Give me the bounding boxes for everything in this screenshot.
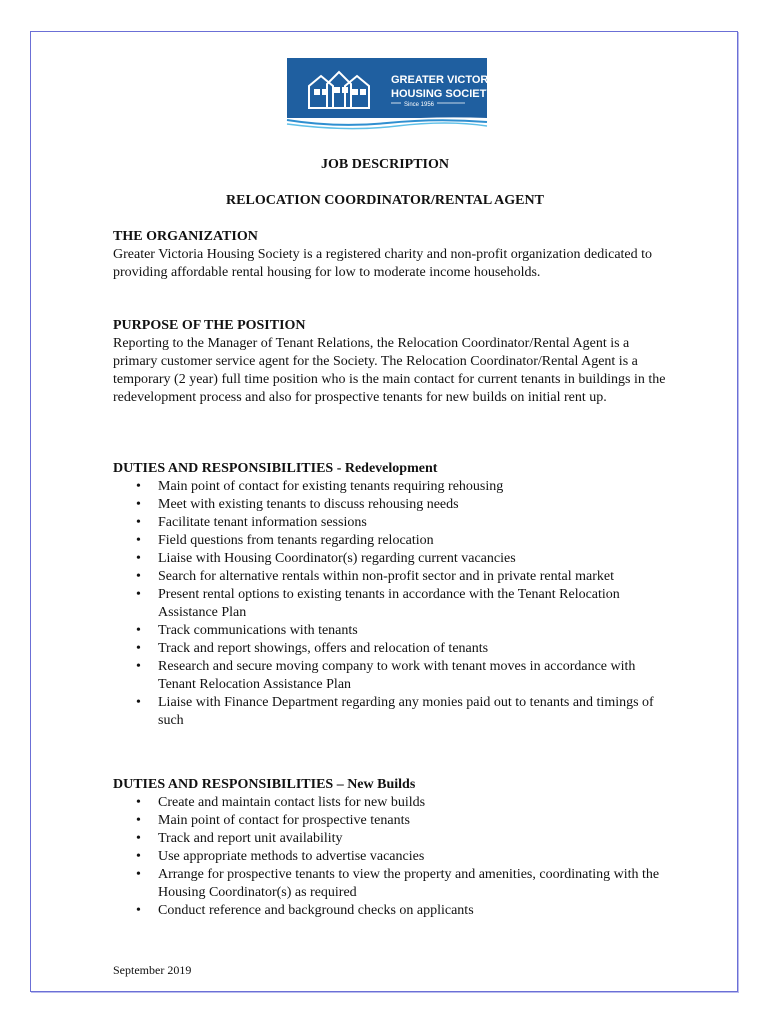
list-item: • Liaise with Housing Coordinator(s) regarding current vacancies bbox=[113, 550, 673, 568]
list-item: • Facilitate tenant information sessions bbox=[113, 514, 673, 532]
list-item: • Use appropriate methods to advertise vacancies bbox=[113, 848, 673, 866]
list-item: • Main point of contact for prospective tenants bbox=[113, 812, 673, 830]
new-builds-list bbox=[113, 794, 673, 920]
list-item: • Conduct reference and background checks on applicants bbox=[113, 902, 673, 920]
list-item: • Main point of contact for existing tenants requiring rehousing bbox=[113, 478, 673, 496]
list-item: • Present rental options to existing tenants in accordance with the Tenant Relocation Assistance Plan bbox=[113, 586, 673, 622]
list-item: • Research and secure moving company to work with tenant moves in accordance with Tenant Relocation Assistance Plan bbox=[113, 658, 673, 694]
list-item: • Track and report showings, offers and relocation of tenants bbox=[113, 640, 673, 658]
list-item: • Track and report unit availability bbox=[113, 830, 673, 848]
organization-text: Greater Victoria Housing Society is a registered charity and non-profit organization dedicated to providing affordable rental housing for low to moderate income households. bbox=[113, 247, 653, 280]
new-builds-heading: DUTIES AND RESPONSIBILITIES – New Builds bbox=[113, 777, 416, 792]
organization-section bbox=[113, 228, 673, 282]
redevelopment-heading: DUTIES AND RESPONSIBILITIES - Redevelopment bbox=[113, 461, 438, 476]
society-logo bbox=[287, 58, 500, 134]
position-title: RELOCATION COORDINATOR/RENTAL AGENT bbox=[226, 193, 544, 208]
list-item: • Field questions from tenants regarding relocation bbox=[113, 532, 673, 550]
redevelopment-section bbox=[113, 460, 673, 730]
logo-since: Since 1956 bbox=[404, 102, 435, 108]
purpose-section bbox=[113, 317, 673, 407]
list-item: • Track communications with tenants bbox=[113, 622, 673, 640]
document-title: JOB DESCRIPTION bbox=[321, 157, 449, 172]
list-item: • Meet with existing tenants to discuss rehousing needs bbox=[113, 496, 673, 514]
logo-line2: HOUSING SOCIETY bbox=[391, 88, 494, 100]
list-item: • Liaise with Finance Department regarding any monies paid out to tenants and timings of such bbox=[113, 694, 673, 730]
list-item: • Arrange for prospective tenants to view the property and amenities, coordinating with the Housing Coordinator(s) as required bbox=[113, 866, 673, 902]
new-builds-section bbox=[113, 776, 673, 920]
purpose-text: Reporting to the Manager of Tenant Relations, the Relocation Coordinator/Rental Agent is a primary customer service agent for the Society. The Relocation Coordinator/Rental Agent is a temporary (2 year) full time position who is the main contact for current tenants in buildings in the redevelopment process and also for prospective tenants for new builds on initial rent up. bbox=[113, 336, 666, 405]
list-item: • Search for alternative rentals within non-profit sector and in private rental market bbox=[113, 568, 673, 586]
redevelopment-list bbox=[113, 478, 673, 730]
list-item: • Create and maintain contact lists for new builds bbox=[113, 794, 673, 812]
purpose-heading: PURPOSE OF THE POSITION bbox=[113, 318, 306, 333]
organization-heading: THE ORGANIZATION bbox=[113, 229, 258, 244]
footer-date: September 2019 bbox=[113, 963, 192, 977]
logo-line1: GREATER VICTORIA bbox=[391, 74, 500, 86]
